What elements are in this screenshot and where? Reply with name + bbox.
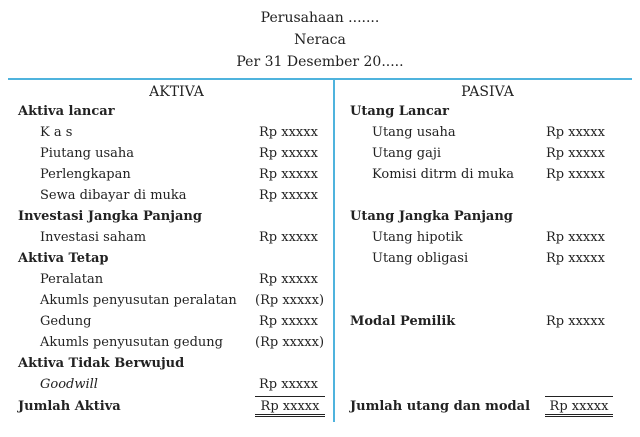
pasiva-item-label: Utang usaha (372, 125, 456, 140)
modal-pemilik-amount: Rp xxxxx (546, 314, 605, 329)
pasiva-item-amount: Rp xxxxx (546, 251, 605, 266)
pasiva-item-amount: Rp xxxxx (546, 230, 605, 245)
aktiva-item-amount: Rp xxxxx (259, 230, 318, 245)
aktiva-heading: AKTIVA (149, 84, 204, 100)
aktiva-item-label: Sewa dibayar di muka (40, 188, 187, 203)
utang-lancar-title: Utang Lancar (350, 104, 450, 119)
aktiva-item-amount: (Rp xxxxx) (255, 293, 325, 308)
aktiva-item-amount: (Rp xxxxx) (255, 335, 325, 350)
jumlah-utang-modal-label: Jumlah utang dan modal (350, 399, 531, 414)
pasiva-item-label: Utang hipotik (372, 230, 463, 245)
pasiva-heading: PASIVA (461, 84, 514, 100)
pasiva-item-label: Utang obligasi (372, 251, 469, 266)
aktiva-item-label: Investasi saham (40, 230, 147, 245)
aktiva-item-label: Akumls penyusutan gedung (40, 335, 223, 350)
aktiva-item-amount: Rp xxxxx (259, 377, 318, 392)
statement-date: Per 31 Desember 20..... (236, 54, 404, 70)
top-divider (8, 78, 632, 80)
modal-pemilik-label: Modal Pemilik (350, 314, 456, 329)
pasiva-item-amount: Rp xxxxx (546, 146, 605, 161)
aktiva-item-amount: Rp xxxxx (259, 188, 318, 203)
aktiva-item-amount: Rp xxxxx (259, 125, 318, 140)
aktiva-item-amount: Rp xxxxx (259, 167, 318, 182)
jumlah-utang-modal-amount: Rp xxxxx (545, 396, 613, 417)
investasi-title: Investasi Jangka Panjang (18, 209, 202, 224)
aktiva-item-amount: Rp xxxxx (259, 314, 318, 329)
jumlah-aktiva-amount: Rp xxxxx (255, 396, 325, 417)
aktiva-item-label: Akumls penyusutan peralatan (40, 293, 237, 308)
aktiva-item-label: Peralatan (40, 272, 104, 287)
aktiva-tetap-title: Aktiva Tetap (18, 251, 109, 266)
aktiva-item-label: Piutang usaha (40, 146, 134, 161)
pasiva-item-amount: Rp xxxxx (546, 167, 605, 182)
pasiva-item-label: Utang gaji (372, 146, 442, 161)
pasiva-item-label: Komisi ditrm di muka (372, 167, 514, 182)
pasiva-item-amount: Rp xxxxx (546, 125, 605, 140)
aktiva-item-amount: Rp xxxxx (259, 146, 318, 161)
company-name: Perusahaan ....... (260, 10, 380, 26)
aktiva-item-label: K a s (40, 125, 73, 140)
aktiva-item-amount: Rp xxxxx (259, 272, 318, 287)
aktiva-lancar-title: Aktiva lancar (18, 104, 115, 119)
aktiva-item-label: Gedung (40, 314, 92, 329)
statement-title: Neraca (294, 32, 346, 48)
aktiva-item-label: Goodwill (40, 377, 98, 392)
aktiva-item-label: Perlengkapan (40, 167, 131, 182)
utang-jangka-panjang-title: Utang Jangka Panjang (350, 209, 513, 224)
aktiva-tidak-berwujud-title: Aktiva Tidak Berwujud (18, 356, 185, 371)
jumlah-aktiva-label: Jumlah Aktiva (18, 399, 121, 414)
center-divider (333, 80, 335, 422)
